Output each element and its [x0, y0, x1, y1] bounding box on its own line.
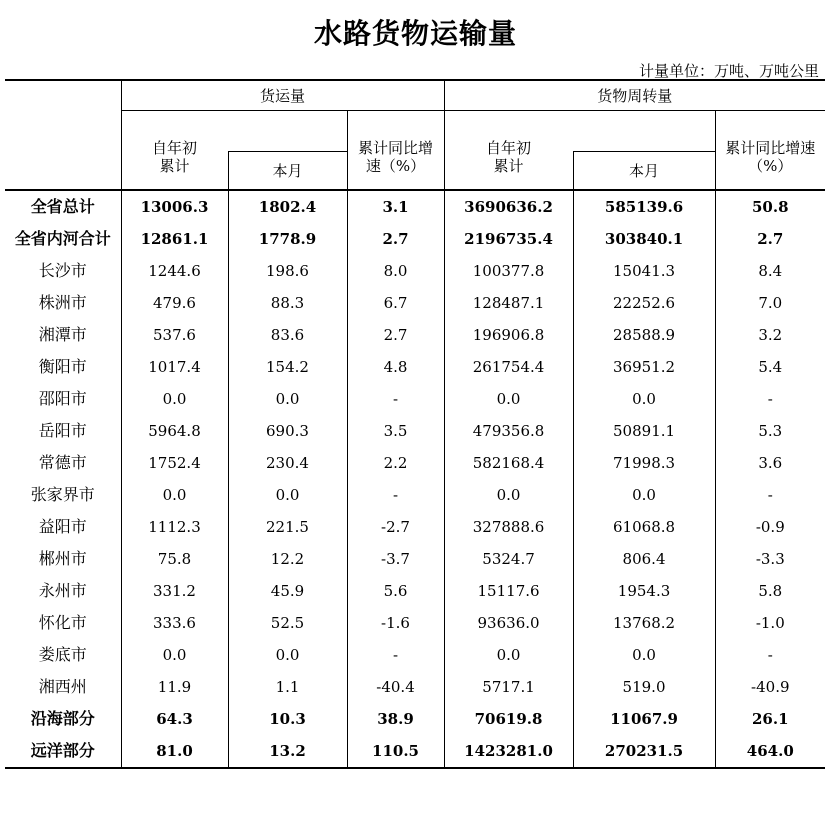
value-cell-fv-cum: 479.6	[121, 287, 228, 319]
value-cell-fv-month: 1802.4	[228, 190, 347, 223]
freight-volume-header: 货运量	[121, 80, 444, 111]
value-cell-fv-cum: 331.2	[121, 575, 228, 607]
table-row	[5, 703, 825, 735]
turnover-header: 货物周转量	[444, 80, 825, 111]
value-cell-fv-month: 154.2	[228, 351, 347, 383]
value-cell-fv-cum: 1752.4	[121, 447, 228, 479]
value-cell-to-cum: 196906.8	[444, 319, 573, 351]
value-cell-to-yoy: 464.0	[715, 735, 825, 768]
table-row	[5, 735, 825, 768]
value-cell-fv-yoy: 110.5	[347, 735, 444, 768]
value-cell-fv-yoy: 3.1	[347, 190, 444, 223]
value-cell-fv-yoy: 38.9	[347, 703, 444, 735]
value-cell-to-yoy: -3.3	[715, 543, 825, 575]
value-cell-to-cum: 5717.1	[444, 671, 573, 703]
region-cell: 怀化市	[38, 613, 87, 632]
table-row	[5, 511, 825, 543]
value-cell-fv-yoy: 4.8	[347, 351, 444, 383]
value-cell-to-yoy: 3.6	[715, 447, 825, 479]
value-cell-fv-yoy: -1.6	[347, 607, 444, 639]
value-cell-to-yoy: 3.2	[715, 319, 825, 351]
value-cell-to-cum: 3690636.2	[444, 190, 573, 223]
value-cell-fv-cum: 1244.6	[121, 255, 228, 287]
value-cell-to-yoy: 50.8	[715, 190, 825, 223]
value-cell-to-yoy: 5.4	[715, 351, 825, 383]
value-cell-to-cum: 0.0	[444, 383, 573, 415]
value-cell-fv-month: 198.6	[228, 255, 347, 287]
region-cell: 岳阳市	[38, 421, 87, 440]
value-cell-fv-month: 10.3	[228, 703, 347, 735]
value-cell-to-cum: 327888.6	[444, 511, 573, 543]
region-cell: 娄底市	[38, 645, 87, 664]
value-cell-fv-yoy: 6.7	[347, 287, 444, 319]
value-cell-to-cum: 582168.4	[444, 447, 573, 479]
turnover-cumulative-header: 自年初 累计	[444, 111, 573, 191]
value-cell-fv-month: 1.1	[228, 671, 347, 703]
value-cell-to-month: 22252.6	[573, 287, 715, 319]
value-cell-to-cum: 0.0	[444, 479, 573, 511]
value-cell-to-yoy: 26.1	[715, 703, 825, 735]
region-cell: 郴州市	[38, 549, 87, 568]
freight-month-spacer	[228, 111, 347, 152]
region-cell: 全省内河合计	[14, 229, 111, 248]
value-cell-fv-cum: 81.0	[121, 735, 228, 768]
region-cell: 株洲市	[38, 293, 87, 312]
value-cell-fv-month: 0.0	[228, 479, 347, 511]
value-cell-to-yoy: -40.9	[715, 671, 825, 703]
value-cell-to-month: 11067.9	[573, 703, 715, 735]
turnover-yoy-header: 累计同比增速 （%）	[715, 111, 825, 191]
value-cell-fv-yoy: -	[347, 479, 444, 511]
unit-label: 计量单位：万吨、万吨公里	[638, 62, 819, 80]
value-cell-fv-month: 45.9	[228, 575, 347, 607]
table-row	[5, 671, 825, 703]
region-cell: 湘西州	[38, 677, 87, 696]
turnover-month-header: 本月	[573, 152, 715, 190]
value-cell-fv-cum: 0.0	[121, 383, 228, 415]
value-cell-to-yoy: 5.8	[715, 575, 825, 607]
value-cell-to-month: 61068.8	[573, 511, 715, 543]
table-body	[5, 190, 825, 768]
value-cell-fv-cum: 13006.3	[121, 190, 228, 223]
value-cell-to-month: 13768.2	[573, 607, 715, 639]
value-cell-to-cum: 0.0	[444, 639, 573, 671]
freight-table	[5, 79, 825, 769]
freight-yoy-header: 累计同比增 速（%）	[347, 111, 444, 191]
value-cell-fv-yoy: -	[347, 383, 444, 415]
freight-cumulative-header: 自年初 累计	[121, 111, 228, 191]
value-cell-fv-cum: 11.9	[121, 671, 228, 703]
value-cell-to-month: 1954.3	[573, 575, 715, 607]
freight-month-header: 本月	[228, 152, 347, 190]
value-cell-fv-month: 690.3	[228, 415, 347, 447]
value-cell-to-cum: 100377.8	[444, 255, 573, 287]
table-row	[5, 319, 825, 351]
table-row	[5, 447, 825, 479]
table-row	[5, 543, 825, 575]
value-cell-fv-cum: 333.6	[121, 607, 228, 639]
region-cell: 远洋部分	[5, 735, 121, 768]
region-header-cell	[5, 80, 121, 190]
value-cell-fv-cum: 537.6	[121, 319, 228, 351]
value-cell-to-yoy: 2.7	[715, 223, 825, 255]
value-cell-fv-yoy: 5.6	[347, 575, 444, 607]
page-title: 水路货物运输量	[313, 17, 517, 50]
value-cell-fv-yoy: -40.4	[347, 671, 444, 703]
value-cell-to-yoy: 5.3	[715, 415, 825, 447]
value-cell-to-cum: 93636.0	[444, 607, 573, 639]
value-cell-to-cum: 70619.8	[444, 703, 573, 735]
value-cell-fv-month: 13.2	[228, 735, 347, 768]
region-cell: 永州市	[38, 581, 87, 600]
value-cell-to-yoy: -1.0	[715, 607, 825, 639]
value-cell-fv-yoy: -2.7	[347, 511, 444, 543]
value-cell-to-cum: 15117.6	[444, 575, 573, 607]
value-cell-fv-yoy: 8.0	[347, 255, 444, 287]
region-cell: 益阳市	[38, 517, 87, 536]
value-cell-to-yoy: -	[715, 383, 825, 415]
value-cell-fv-month: 52.5	[228, 607, 347, 639]
value-cell-fv-yoy: -	[347, 639, 444, 671]
value-cell-to-month: 50891.1	[573, 415, 715, 447]
value-cell-fv-month: 0.0	[228, 639, 347, 671]
table-row	[5, 255, 825, 287]
value-cell-fv-cum: 0.0	[121, 479, 228, 511]
value-cell-fv-cum: 0.0	[121, 639, 228, 671]
value-cell-to-yoy: 7.0	[715, 287, 825, 319]
value-cell-to-month: 36951.2	[573, 351, 715, 383]
table-row	[5, 479, 825, 511]
table-row	[5, 351, 825, 383]
region-cell: 衡阳市	[38, 357, 87, 376]
table-row	[5, 287, 825, 319]
value-cell-to-cum: 261754.4	[444, 351, 573, 383]
value-cell-to-month: 585139.6	[573, 190, 715, 223]
value-cell-to-month: 0.0	[573, 479, 715, 511]
value-cell-fv-month: 83.6	[228, 319, 347, 351]
value-cell-fv-cum: 1017.4	[121, 351, 228, 383]
value-cell-fv-yoy: 2.7	[347, 223, 444, 255]
value-cell-fv-month: 1778.9	[228, 223, 347, 255]
region-cell: 常德市	[38, 453, 87, 472]
table-row	[5, 575, 825, 607]
table-row	[5, 607, 825, 639]
value-cell-to-cum: 1423281.0	[444, 735, 573, 768]
value-cell-to-cum: 128487.1	[444, 287, 573, 319]
value-cell-fv-month: 0.0	[228, 383, 347, 415]
value-cell-fv-month: 230.4	[228, 447, 347, 479]
value-cell-to-cum: 5324.7	[444, 543, 573, 575]
table-row	[5, 223, 825, 255]
value-cell-fv-cum: 5964.8	[121, 415, 228, 447]
value-cell-to-cum: 2196735.4	[444, 223, 573, 255]
value-cell-to-month: 28588.9	[573, 319, 715, 351]
value-cell-fv-month: 221.5	[228, 511, 347, 543]
value-cell-to-month: 15041.3	[573, 255, 715, 287]
table-row	[5, 190, 825, 223]
value-cell-to-month: 270231.5	[573, 735, 715, 768]
region-cell: 邵阳市	[38, 389, 87, 408]
value-cell-fv-yoy: -3.7	[347, 543, 444, 575]
value-cell-to-yoy: 8.4	[715, 255, 825, 287]
value-cell-fv-cum: 75.8	[121, 543, 228, 575]
table-row	[5, 639, 825, 671]
value-cell-fv-yoy: 3.5	[347, 415, 444, 447]
value-cell-fv-month: 12.2	[228, 543, 347, 575]
value-cell-fv-yoy: 2.2	[347, 447, 444, 479]
value-cell-to-month: 0.0	[573, 639, 715, 671]
value-cell-to-cum: 479356.8	[444, 415, 573, 447]
value-cell-to-yoy: -	[715, 479, 825, 511]
value-cell-to-month: 806.4	[573, 543, 715, 575]
value-cell-fv-yoy: 2.7	[347, 319, 444, 351]
value-cell-fv-cum: 12861.1	[121, 223, 228, 255]
value-cell-to-month: 303840.1	[573, 223, 715, 255]
table-row	[5, 383, 825, 415]
value-cell-to-month: 519.0	[573, 671, 715, 703]
region-cell: 全省总计	[30, 197, 95, 216]
region-cell: 沿海部分	[30, 709, 95, 728]
value-cell-fv-cum: 64.3	[121, 703, 228, 735]
region-cell: 张家界市	[30, 485, 95, 504]
value-cell-fv-cum: 1112.3	[121, 511, 228, 543]
turnover-month-spacer	[573, 111, 715, 152]
table-row	[5, 415, 825, 447]
value-cell-to-yoy: -0.9	[715, 511, 825, 543]
value-cell-to-yoy: -	[715, 639, 825, 671]
region-cell: 湘潭市	[38, 325, 87, 344]
value-cell-fv-month: 88.3	[228, 287, 347, 319]
value-cell-to-month: 0.0	[573, 383, 715, 415]
value-cell-to-month: 71998.3	[573, 447, 715, 479]
region-cell: 长沙市	[38, 261, 87, 280]
